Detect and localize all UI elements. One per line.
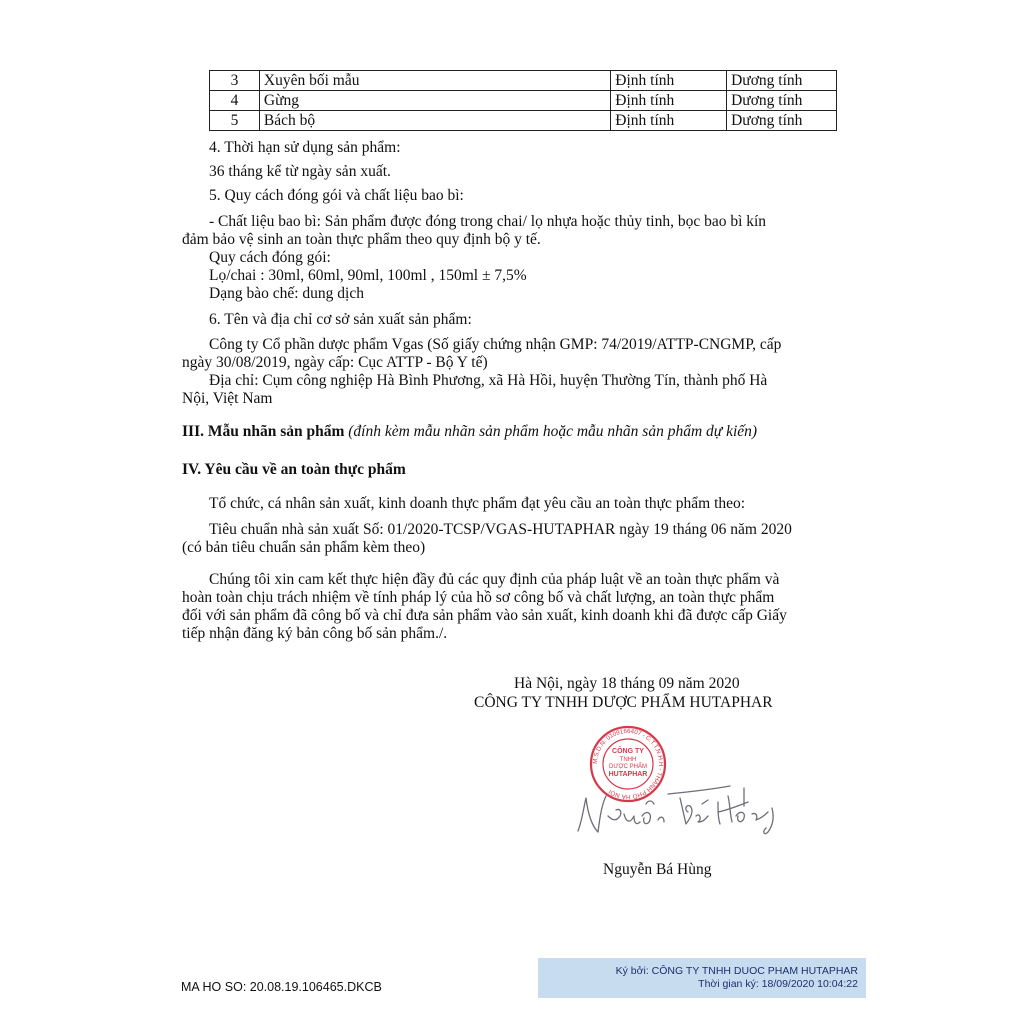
- section6-company-line1: Công ty Cổ phần dược phẩm Vgas (Số giấy chứng nhận GMP: 74/2019/ATTP-CNGMP, cấp: [209, 336, 782, 353]
- sectionIV-line2: Tiêu chuẩn nhà sản xuất Số: 01/2020-TCSP/VGAS-HUTAPHAR ngày 19 tháng 06 năm 2020: [209, 521, 792, 538]
- table-row: [210, 71, 837, 91]
- ma-ho-so: MA HO SO: 20.08.19.106465.DKCB: [181, 980, 382, 994]
- section6-heading: 6. Tên và địa chỉ cơ sở sản xuất sản phẩm:: [209, 311, 472, 328]
- row-name: Gừng: [259, 91, 610, 111]
- stamp-ring-text: M.S.D.N: 0109166407 - C.T.T.N.H.H - THÀNH PHỐ HÀ NỘI: [591, 727, 665, 801]
- section5-dosage-form: Dạng bào chế: dung dịch: [209, 285, 364, 302]
- table-row: [210, 91, 837, 111]
- sectionIV-heading: IV. Yêu cầu về an toàn thực phẩm: [182, 461, 406, 478]
- test-results-table: [209, 70, 837, 131]
- row-result: Dương tính: [727, 71, 837, 91]
- stamp-text-mid2: DƯỢC PHẨM: [609, 764, 647, 770]
- section6-address-line2: Nội, Việt Nam: [182, 390, 273, 407]
- commitment-line1: Chúng tôi xin cam kết thực hiện đầy đủ các quy định của pháp luật về an toàn thực phẩm và: [209, 571, 780, 588]
- row-method: Định tính: [611, 91, 727, 111]
- row-method: Định tính: [611, 71, 727, 91]
- section5-packing-label: Quy cách đóng gói:: [209, 249, 331, 266]
- row-stt: 5: [210, 111, 260, 131]
- stamp-text-top: CÔNG TY: [612, 748, 644, 755]
- row-stt: 4: [210, 91, 260, 111]
- company-name: CÔNG TY TNHH DƯỢC PHẨM HUTAPHAR: [474, 694, 773, 711]
- section6-company-line2: ngày 30/08/2019, ngày cấp: Cục ATTP - Bộ Y tế): [182, 354, 488, 371]
- commitment-line3: đối với sản phẩm đã công bố và chỉ đưa sản phẩm vào sản xuất, kinh doanh khi đã được cấp Giấy: [182, 607, 787, 624]
- section4-value: 36 tháng kể từ ngày sản xuất.: [209, 163, 391, 180]
- section3-line: [182, 423, 757, 441]
- sign-time: Thời gian ký: 18/09/2020 10:04:22: [698, 978, 858, 990]
- commitment-line4: tiếp nhận đăng ký bản công bố sản phẩm./.: [182, 625, 448, 642]
- table-row: [210, 111, 837, 131]
- signed-by: Ký bởi: CÔNG TY TNHH DUOC PHAM HUTAPHAR: [615, 965, 858, 977]
- handwritten-signature: [568, 776, 798, 846]
- section3-note: (đính kèm mẫu nhãn sản phẩm hoặc mẫu nhãn sản phẩm dự kiến): [348, 423, 758, 440]
- signature-scribble-icon: [568, 776, 798, 846]
- section4-heading: 4. Thời hạn sử dụng sản phẩm:: [209, 139, 401, 156]
- row-result: Dương tính: [727, 111, 837, 131]
- section5-material-line1: - Chất liệu bao bì: Sản phẩm được đóng trong chai/ lọ nhựa hoặc thủy tinh, bọc bao bì kín: [209, 213, 767, 230]
- section3-heading: III. Mẫu nhãn sản phẩm: [182, 423, 345, 440]
- sectionIV-line1: Tổ chức, cá nhân sản xuất, kinh doanh thực phẩm đạt yêu cầu an toàn thực phẩm theo:: [209, 495, 746, 512]
- row-name: Xuyên bối mẫu: [259, 71, 610, 91]
- digital-signature-box: [538, 958, 866, 998]
- sectionIV-line3: (có bản tiêu chuẩn sản phẩm kèm theo): [182, 539, 426, 556]
- section5-packing-value: Lọ/chai : 30ml, 60ml, 90ml, 100ml , 150ml ± 7,5%: [209, 267, 527, 284]
- place-date: Hà Nội, ngày 18 tháng 09 năm 2020: [514, 675, 740, 692]
- commitment-line2: hoàn toàn chịu trách nhiệm về tính pháp lý của hồ sơ công bố và chất lượng, an toàn thực phẩm: [182, 589, 775, 606]
- stamp-text-brand: HUTAPHAR: [608, 771, 648, 778]
- row-method: Định tính: [611, 111, 727, 131]
- section5-heading: 5. Quy cách đóng gói và chất liệu bao bì:: [209, 187, 464, 204]
- signer-name: Nguyễn Bá Hùng: [603, 861, 712, 878]
- row-name: Bách bộ: [259, 111, 610, 131]
- row-stt: 3: [210, 71, 260, 91]
- row-result: Dương tính: [727, 91, 837, 111]
- section6-address-line1: Địa chỉ: Cụm công nghiệp Hà Bình Phương, xã Hà Hồi, huyện Thường Tín, thành phố Hà: [209, 372, 768, 389]
- stamp-text-mid: TNHH: [619, 757, 637, 763]
- section5-material-line2: đảm bảo vệ sinh an toàn thực phẩm theo quy định bộ y tế.: [182, 231, 541, 248]
